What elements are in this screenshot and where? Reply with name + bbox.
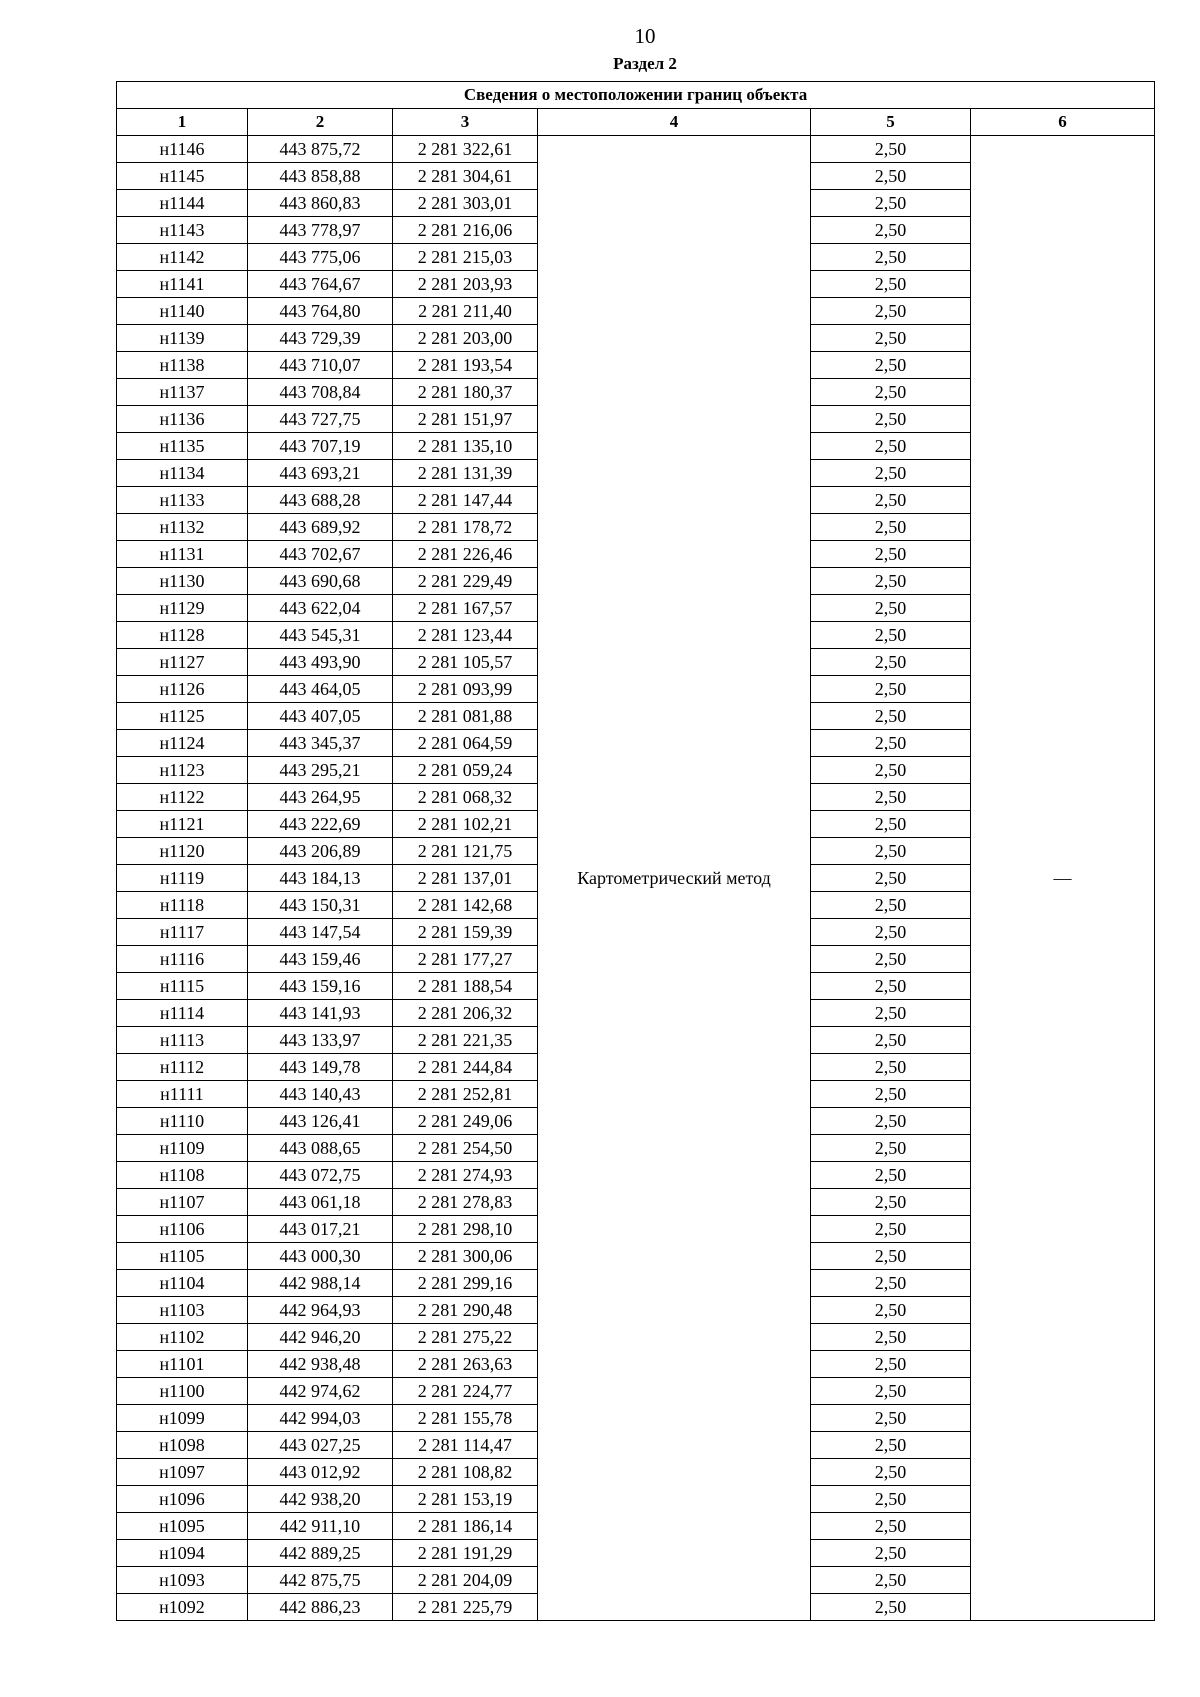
point-id-cell: н1112 bbox=[117, 1054, 248, 1081]
x-coordinate-cell: 443 072,75 bbox=[248, 1162, 393, 1189]
x-coordinate-cell: 443 140,43 bbox=[248, 1081, 393, 1108]
point-id-cell: н1136 bbox=[117, 406, 248, 433]
accuracy-cell: 2,50 bbox=[811, 595, 971, 622]
point-id-cell: н1142 bbox=[117, 244, 248, 271]
y-coordinate-cell: 2 281 249,06 bbox=[393, 1108, 538, 1135]
x-coordinate-cell: 443 012,92 bbox=[248, 1459, 393, 1486]
point-id-cell: н1092 bbox=[117, 1594, 248, 1621]
y-coordinate-cell: 2 281 216,06 bbox=[393, 217, 538, 244]
accuracy-cell: 2,50 bbox=[811, 1054, 971, 1081]
page-number: 10 bbox=[634, 24, 656, 48]
y-coordinate-cell: 2 281 059,24 bbox=[393, 757, 538, 784]
y-coordinate-cell: 2 281 290,48 bbox=[393, 1297, 538, 1324]
x-coordinate-cell: 443 710,07 bbox=[248, 352, 393, 379]
y-coordinate-cell: 2 281 203,00 bbox=[393, 325, 538, 352]
table-body bbox=[117, 136, 1155, 1621]
y-coordinate-cell: 2 281 254,50 bbox=[393, 1135, 538, 1162]
y-coordinate-cell: 2 281 300,06 bbox=[393, 1243, 538, 1270]
y-coordinate-cell: 2 281 204,09 bbox=[393, 1567, 538, 1594]
accuracy-cell: 2,50 bbox=[811, 946, 971, 973]
accuracy-cell: 2,50 bbox=[811, 1297, 971, 1324]
point-id-cell: н1125 bbox=[117, 703, 248, 730]
accuracy-cell: 2,50 bbox=[811, 568, 971, 595]
x-coordinate-cell: 443 150,31 bbox=[248, 892, 393, 919]
x-coordinate-cell: 443 206,89 bbox=[248, 838, 393, 865]
column-header: 4 bbox=[538, 109, 811, 136]
y-coordinate-cell: 2 281 137,01 bbox=[393, 865, 538, 892]
point-id-cell: н1140 bbox=[117, 298, 248, 325]
x-coordinate-cell: 442 938,20 bbox=[248, 1486, 393, 1513]
y-coordinate-cell: 2 281 142,68 bbox=[393, 892, 538, 919]
accuracy-cell: 2,50 bbox=[811, 1081, 971, 1108]
x-coordinate-cell: 443 707,19 bbox=[248, 433, 393, 460]
accuracy-cell: 2,50 bbox=[811, 1351, 971, 1378]
column-header-row bbox=[117, 109, 1155, 136]
x-coordinate-cell: 443 149,78 bbox=[248, 1054, 393, 1081]
point-id-cell: н1126 bbox=[117, 676, 248, 703]
accuracy-cell: 2,50 bbox=[811, 514, 971, 541]
accuracy-cell: 2,50 bbox=[811, 811, 971, 838]
accuracy-cell: 2,50 bbox=[811, 1216, 971, 1243]
x-coordinate-cell: 442 889,25 bbox=[248, 1540, 393, 1567]
point-id-cell: н1093 bbox=[117, 1567, 248, 1594]
point-id-cell: н1132 bbox=[117, 514, 248, 541]
accuracy-cell: 2,50 bbox=[811, 163, 971, 190]
accuracy-cell: 2,50 bbox=[811, 406, 971, 433]
accuracy-cell: 2,50 bbox=[811, 460, 971, 487]
x-coordinate-cell: 443 693,21 bbox=[248, 460, 393, 487]
y-coordinate-cell: 2 281 304,61 bbox=[393, 163, 538, 190]
y-coordinate-cell: 2 281 147,44 bbox=[393, 487, 538, 514]
point-id-cell: н1114 bbox=[117, 1000, 248, 1027]
point-id-cell: н1101 bbox=[117, 1351, 248, 1378]
point-id-cell: н1096 bbox=[117, 1486, 248, 1513]
accuracy-cell: 2,50 bbox=[811, 217, 971, 244]
point-id-cell: н1111 bbox=[117, 1081, 248, 1108]
x-coordinate-cell: 443 775,06 bbox=[248, 244, 393, 271]
x-coordinate-cell: 443 088,65 bbox=[248, 1135, 393, 1162]
y-coordinate-cell: 2 281 180,37 bbox=[393, 379, 538, 406]
accuracy-cell: 2,50 bbox=[811, 136, 971, 163]
x-coordinate-cell: 442 988,14 bbox=[248, 1270, 393, 1297]
point-id-cell: н1102 bbox=[117, 1324, 248, 1351]
table-row bbox=[117, 136, 1155, 163]
column-header: 1 bbox=[117, 109, 248, 136]
y-coordinate-cell: 2 281 215,03 bbox=[393, 244, 538, 271]
y-coordinate-cell: 2 281 299,16 bbox=[393, 1270, 538, 1297]
x-coordinate-cell: 443 133,97 bbox=[248, 1027, 393, 1054]
y-coordinate-cell: 2 281 153,19 bbox=[393, 1486, 538, 1513]
point-id-cell: н1110 bbox=[117, 1108, 248, 1135]
x-coordinate-cell: 443 493,90 bbox=[248, 649, 393, 676]
x-coordinate-cell: 443 702,67 bbox=[248, 541, 393, 568]
point-id-cell: н1107 bbox=[117, 1189, 248, 1216]
accuracy-cell: 2,50 bbox=[811, 1243, 971, 1270]
x-coordinate-cell: 443 126,41 bbox=[248, 1108, 393, 1135]
accuracy-cell: 2,50 bbox=[811, 1540, 971, 1567]
y-coordinate-cell: 2 281 274,93 bbox=[393, 1162, 538, 1189]
accuracy-cell: 2,50 bbox=[811, 1189, 971, 1216]
section-title: Раздел 2 bbox=[613, 54, 677, 73]
point-id-cell: н1133 bbox=[117, 487, 248, 514]
x-coordinate-cell: 443 464,05 bbox=[248, 676, 393, 703]
x-coordinate-cell: 443 407,05 bbox=[248, 703, 393, 730]
y-coordinate-cell: 2 281 263,63 bbox=[393, 1351, 538, 1378]
point-id-cell: н1095 bbox=[117, 1513, 248, 1540]
accuracy-cell: 2,50 bbox=[811, 325, 971, 352]
accuracy-cell: 2,50 bbox=[811, 784, 971, 811]
point-id-cell: н1094 bbox=[117, 1540, 248, 1567]
y-coordinate-cell: 2 281 191,29 bbox=[393, 1540, 538, 1567]
y-coordinate-cell: 2 281 221,35 bbox=[393, 1027, 538, 1054]
accuracy-cell: 2,50 bbox=[811, 298, 971, 325]
point-id-cell: н1124 bbox=[117, 730, 248, 757]
x-coordinate-cell: 443 141,93 bbox=[248, 1000, 393, 1027]
x-coordinate-cell: 443 264,95 bbox=[248, 784, 393, 811]
accuracy-cell: 2,50 bbox=[811, 1324, 971, 1351]
point-id-cell: н1106 bbox=[117, 1216, 248, 1243]
x-coordinate-cell: 443 764,80 bbox=[248, 298, 393, 325]
x-coordinate-cell: 443 764,67 bbox=[248, 271, 393, 298]
y-coordinate-cell: 2 281 186,14 bbox=[393, 1513, 538, 1540]
y-coordinate-cell: 2 281 188,54 bbox=[393, 973, 538, 1000]
y-coordinate-cell: 2 281 226,46 bbox=[393, 541, 538, 568]
x-coordinate-cell: 443 729,39 bbox=[248, 325, 393, 352]
point-id-cell: н1108 bbox=[117, 1162, 248, 1189]
x-coordinate-cell: 443 184,13 bbox=[248, 865, 393, 892]
accuracy-cell: 2,50 bbox=[811, 865, 971, 892]
accuracy-cell: 2,50 bbox=[811, 271, 971, 298]
column-header: 2 bbox=[248, 109, 393, 136]
point-id-cell: н1104 bbox=[117, 1270, 248, 1297]
x-coordinate-cell: 442 946,20 bbox=[248, 1324, 393, 1351]
y-coordinate-cell: 2 281 064,59 bbox=[393, 730, 538, 757]
accuracy-cell: 2,50 bbox=[811, 757, 971, 784]
x-coordinate-cell: 443 727,75 bbox=[248, 406, 393, 433]
accuracy-cell: 2,50 bbox=[811, 352, 971, 379]
accuracy-cell: 2,50 bbox=[811, 379, 971, 406]
y-coordinate-cell: 2 281 278,83 bbox=[393, 1189, 538, 1216]
y-coordinate-cell: 2 281 177,27 bbox=[393, 946, 538, 973]
accuracy-cell: 2,50 bbox=[811, 1000, 971, 1027]
x-coordinate-cell: 443 000,30 bbox=[248, 1243, 393, 1270]
y-coordinate-cell: 2 281 211,40 bbox=[393, 298, 538, 325]
accuracy-cell: 2,50 bbox=[811, 892, 971, 919]
x-coordinate-cell: 443 222,69 bbox=[248, 811, 393, 838]
y-coordinate-cell: 2 281 252,81 bbox=[393, 1081, 538, 1108]
y-coordinate-cell: 2 281 135,10 bbox=[393, 433, 538, 460]
accuracy-cell: 2,50 bbox=[811, 190, 971, 217]
y-coordinate-cell: 2 281 206,32 bbox=[393, 1000, 538, 1027]
column6-cell: — bbox=[971, 136, 1155, 1621]
accuracy-cell: 2,50 bbox=[811, 1513, 971, 1540]
y-coordinate-cell: 2 281 123,44 bbox=[393, 622, 538, 649]
column-header: 6 bbox=[971, 109, 1155, 136]
y-coordinate-cell: 2 281 151,97 bbox=[393, 406, 538, 433]
accuracy-cell: 2,50 bbox=[811, 730, 971, 757]
x-coordinate-cell: 442 964,93 bbox=[248, 1297, 393, 1324]
x-coordinate-cell: 443 708,84 bbox=[248, 379, 393, 406]
point-id-cell: н1144 bbox=[117, 190, 248, 217]
y-coordinate-cell: 2 281 155,78 bbox=[393, 1405, 538, 1432]
accuracy-cell: 2,50 bbox=[811, 1432, 971, 1459]
accuracy-cell: 2,50 bbox=[811, 676, 971, 703]
x-coordinate-cell: 443 345,37 bbox=[248, 730, 393, 757]
y-coordinate-cell: 2 281 229,49 bbox=[393, 568, 538, 595]
accuracy-cell: 2,50 bbox=[811, 1459, 971, 1486]
accuracy-cell: 2,50 bbox=[811, 838, 971, 865]
x-coordinate-cell: 443 778,97 bbox=[248, 217, 393, 244]
y-coordinate-cell: 2 281 105,57 bbox=[393, 649, 538, 676]
table-caption: Сведения о местоположении границ объекта bbox=[117, 82, 1155, 109]
y-coordinate-cell: 2 281 303,01 bbox=[393, 190, 538, 217]
accuracy-cell: 2,50 bbox=[811, 541, 971, 568]
x-coordinate-cell: 443 875,72 bbox=[248, 136, 393, 163]
x-coordinate-cell: 443 159,16 bbox=[248, 973, 393, 1000]
x-coordinate-cell: 442 911,10 bbox=[248, 1513, 393, 1540]
x-coordinate-cell: 443 622,04 bbox=[248, 595, 393, 622]
y-coordinate-cell: 2 281 167,57 bbox=[393, 595, 538, 622]
point-id-cell: н1129 bbox=[117, 595, 248, 622]
point-id-cell: н1097 bbox=[117, 1459, 248, 1486]
point-id-cell: н1145 bbox=[117, 163, 248, 190]
x-coordinate-cell: 443 689,92 bbox=[248, 514, 393, 541]
x-coordinate-cell: 442 886,23 bbox=[248, 1594, 393, 1621]
y-coordinate-cell: 2 281 121,75 bbox=[393, 838, 538, 865]
x-coordinate-cell: 443 858,88 bbox=[248, 163, 393, 190]
accuracy-cell: 2,50 bbox=[811, 1486, 971, 1513]
point-id-cell: н1127 bbox=[117, 649, 248, 676]
point-id-cell: н1130 bbox=[117, 568, 248, 595]
x-coordinate-cell: 443 027,25 bbox=[248, 1432, 393, 1459]
x-coordinate-cell: 442 974,62 bbox=[248, 1378, 393, 1405]
y-coordinate-cell: 2 281 081,88 bbox=[393, 703, 538, 730]
column-header: 3 bbox=[393, 109, 538, 136]
point-id-cell: н1135 bbox=[117, 433, 248, 460]
point-id-cell: н1137 bbox=[117, 379, 248, 406]
point-id-cell: н1123 bbox=[117, 757, 248, 784]
accuracy-cell: 2,50 bbox=[811, 649, 971, 676]
point-id-cell: н1115 bbox=[117, 973, 248, 1000]
point-id-cell: н1134 bbox=[117, 460, 248, 487]
y-coordinate-cell: 2 281 322,61 bbox=[393, 136, 538, 163]
x-coordinate-cell: 443 147,54 bbox=[248, 919, 393, 946]
coordinates-table bbox=[116, 81, 1155, 1621]
x-coordinate-cell: 443 295,21 bbox=[248, 757, 393, 784]
point-id-cell: н1099 bbox=[117, 1405, 248, 1432]
accuracy-cell: 2,50 bbox=[811, 1405, 971, 1432]
y-coordinate-cell: 2 281 225,79 bbox=[393, 1594, 538, 1621]
column-header: 5 bbox=[811, 109, 971, 136]
y-coordinate-cell: 2 281 203,93 bbox=[393, 271, 538, 298]
x-coordinate-cell: 443 017,21 bbox=[248, 1216, 393, 1243]
point-id-cell: н1105 bbox=[117, 1243, 248, 1270]
y-coordinate-cell: 2 281 193,54 bbox=[393, 352, 538, 379]
accuracy-cell: 2,50 bbox=[811, 1108, 971, 1135]
point-id-cell: н1098 bbox=[117, 1432, 248, 1459]
x-coordinate-cell: 442 875,75 bbox=[248, 1567, 393, 1594]
point-id-cell: н1116 bbox=[117, 946, 248, 973]
y-coordinate-cell: 2 281 298,10 bbox=[393, 1216, 538, 1243]
point-id-cell: н1120 bbox=[117, 838, 248, 865]
point-id-cell: н1146 bbox=[117, 136, 248, 163]
accuracy-cell: 2,50 bbox=[811, 433, 971, 460]
accuracy-cell: 2,50 bbox=[811, 1594, 971, 1621]
point-id-cell: н1143 bbox=[117, 217, 248, 244]
x-coordinate-cell: 442 938,48 bbox=[248, 1351, 393, 1378]
point-id-cell: н1109 bbox=[117, 1135, 248, 1162]
accuracy-cell: 2,50 bbox=[811, 973, 971, 1000]
accuracy-cell: 2,50 bbox=[811, 487, 971, 514]
y-coordinate-cell: 2 281 108,82 bbox=[393, 1459, 538, 1486]
point-id-cell: н1139 bbox=[117, 325, 248, 352]
accuracy-cell: 2,50 bbox=[811, 1270, 971, 1297]
point-id-cell: н1103 bbox=[117, 1297, 248, 1324]
accuracy-cell: 2,50 bbox=[811, 703, 971, 730]
point-id-cell: н1118 bbox=[117, 892, 248, 919]
point-id-cell: н1117 bbox=[117, 919, 248, 946]
accuracy-cell: 2,50 bbox=[811, 1162, 971, 1189]
y-coordinate-cell: 2 281 131,39 bbox=[393, 460, 538, 487]
point-id-cell: н1122 bbox=[117, 784, 248, 811]
point-id-cell: н1113 bbox=[117, 1027, 248, 1054]
y-coordinate-cell: 2 281 224,77 bbox=[393, 1378, 538, 1405]
point-id-cell: н1100 bbox=[117, 1378, 248, 1405]
x-coordinate-cell: 443 545,31 bbox=[248, 622, 393, 649]
y-coordinate-cell: 2 281 275,22 bbox=[393, 1324, 538, 1351]
point-id-cell: н1138 bbox=[117, 352, 248, 379]
x-coordinate-cell: 443 690,68 bbox=[248, 568, 393, 595]
y-coordinate-cell: 2 281 093,99 bbox=[393, 676, 538, 703]
point-id-cell: н1119 bbox=[117, 865, 248, 892]
x-coordinate-cell: 443 860,83 bbox=[248, 190, 393, 217]
accuracy-cell: 2,50 bbox=[811, 1027, 971, 1054]
y-coordinate-cell: 2 281 102,21 bbox=[393, 811, 538, 838]
point-id-cell: н1121 bbox=[117, 811, 248, 838]
y-coordinate-cell: 2 281 159,39 bbox=[393, 919, 538, 946]
x-coordinate-cell: 443 061,18 bbox=[248, 1189, 393, 1216]
accuracy-cell: 2,50 bbox=[811, 1567, 971, 1594]
method-cell: Картометрический метод bbox=[538, 136, 811, 1621]
x-coordinate-cell: 443 159,46 bbox=[248, 946, 393, 973]
accuracy-cell: 2,50 bbox=[811, 919, 971, 946]
point-id-cell: н1128 bbox=[117, 622, 248, 649]
y-coordinate-cell: 2 281 244,84 bbox=[393, 1054, 538, 1081]
x-coordinate-cell: 442 994,03 bbox=[248, 1405, 393, 1432]
x-coordinate-cell: 443 688,28 bbox=[248, 487, 393, 514]
accuracy-cell: 2,50 bbox=[811, 1378, 971, 1405]
accuracy-cell: 2,50 bbox=[811, 1135, 971, 1162]
accuracy-cell: 2,50 bbox=[811, 622, 971, 649]
accuracy-cell: 2,50 bbox=[811, 244, 971, 271]
point-id-cell: н1141 bbox=[117, 271, 248, 298]
point-id-cell: н1131 bbox=[117, 541, 248, 568]
y-coordinate-cell: 2 281 068,32 bbox=[393, 784, 538, 811]
y-coordinate-cell: 2 281 114,47 bbox=[393, 1432, 538, 1459]
y-coordinate-cell: 2 281 178,72 bbox=[393, 514, 538, 541]
